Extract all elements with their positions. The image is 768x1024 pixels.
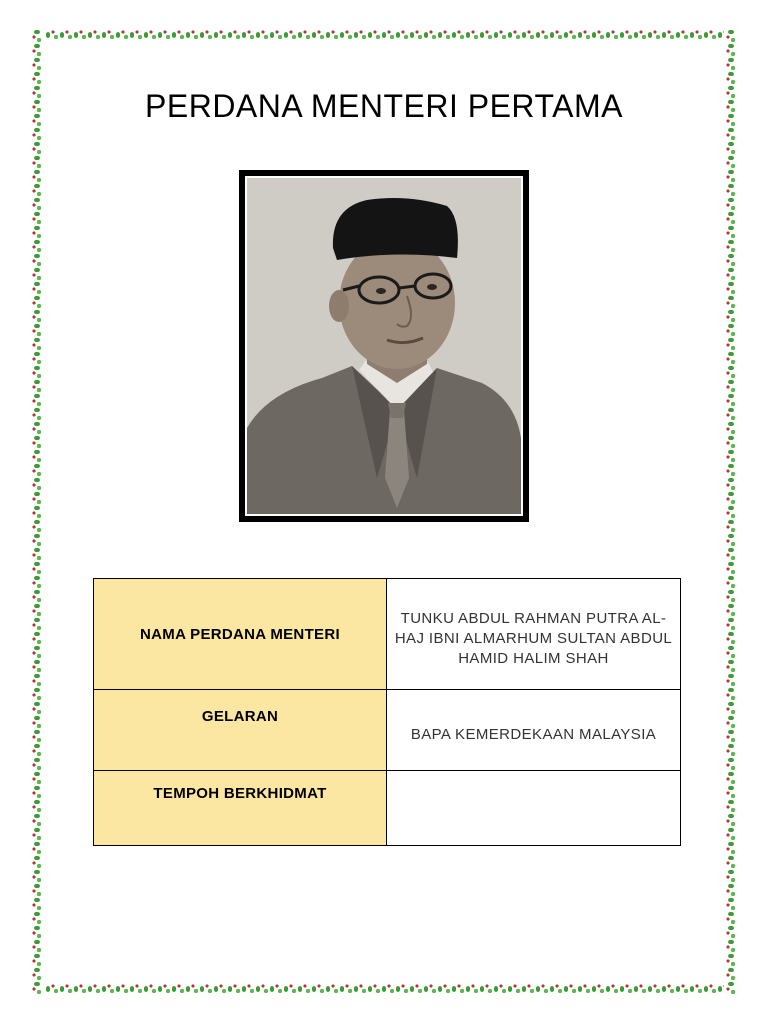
- decorative-border-left: [30, 28, 44, 996]
- label-cell: GELARAN: [94, 690, 387, 771]
- table-row: [94, 690, 681, 771]
- table-row: [94, 771, 681, 846]
- label-cell: NAMA PERDANA MENTERI: [94, 579, 387, 690]
- page-title: PERDANA MENTERI PERTAMA: [145, 88, 623, 124]
- portrait-illustration: [247, 178, 521, 514]
- info-table: [93, 578, 681, 846]
- decorative-border-top: [30, 28, 738, 42]
- value-cell: BAPA KEMERDEKAAN MALAYSIA: [387, 690, 681, 771]
- label-cell: TEMPOH BERKHIDMAT: [94, 771, 387, 846]
- table-row: [94, 579, 681, 690]
- value-cell: TUNKU ABDUL RAHMAN PUTRA AL-HAJ IBNI ALMARHUM SULTAN ABDUL HAMID HALIM SHAH: [387, 579, 681, 690]
- portrait-frame: [239, 170, 529, 522]
- decorative-border-bottom: [30, 982, 738, 996]
- value-cell: [387, 771, 681, 846]
- portrait-photo: [245, 176, 523, 516]
- decorative-border-right: [724, 28, 738, 996]
